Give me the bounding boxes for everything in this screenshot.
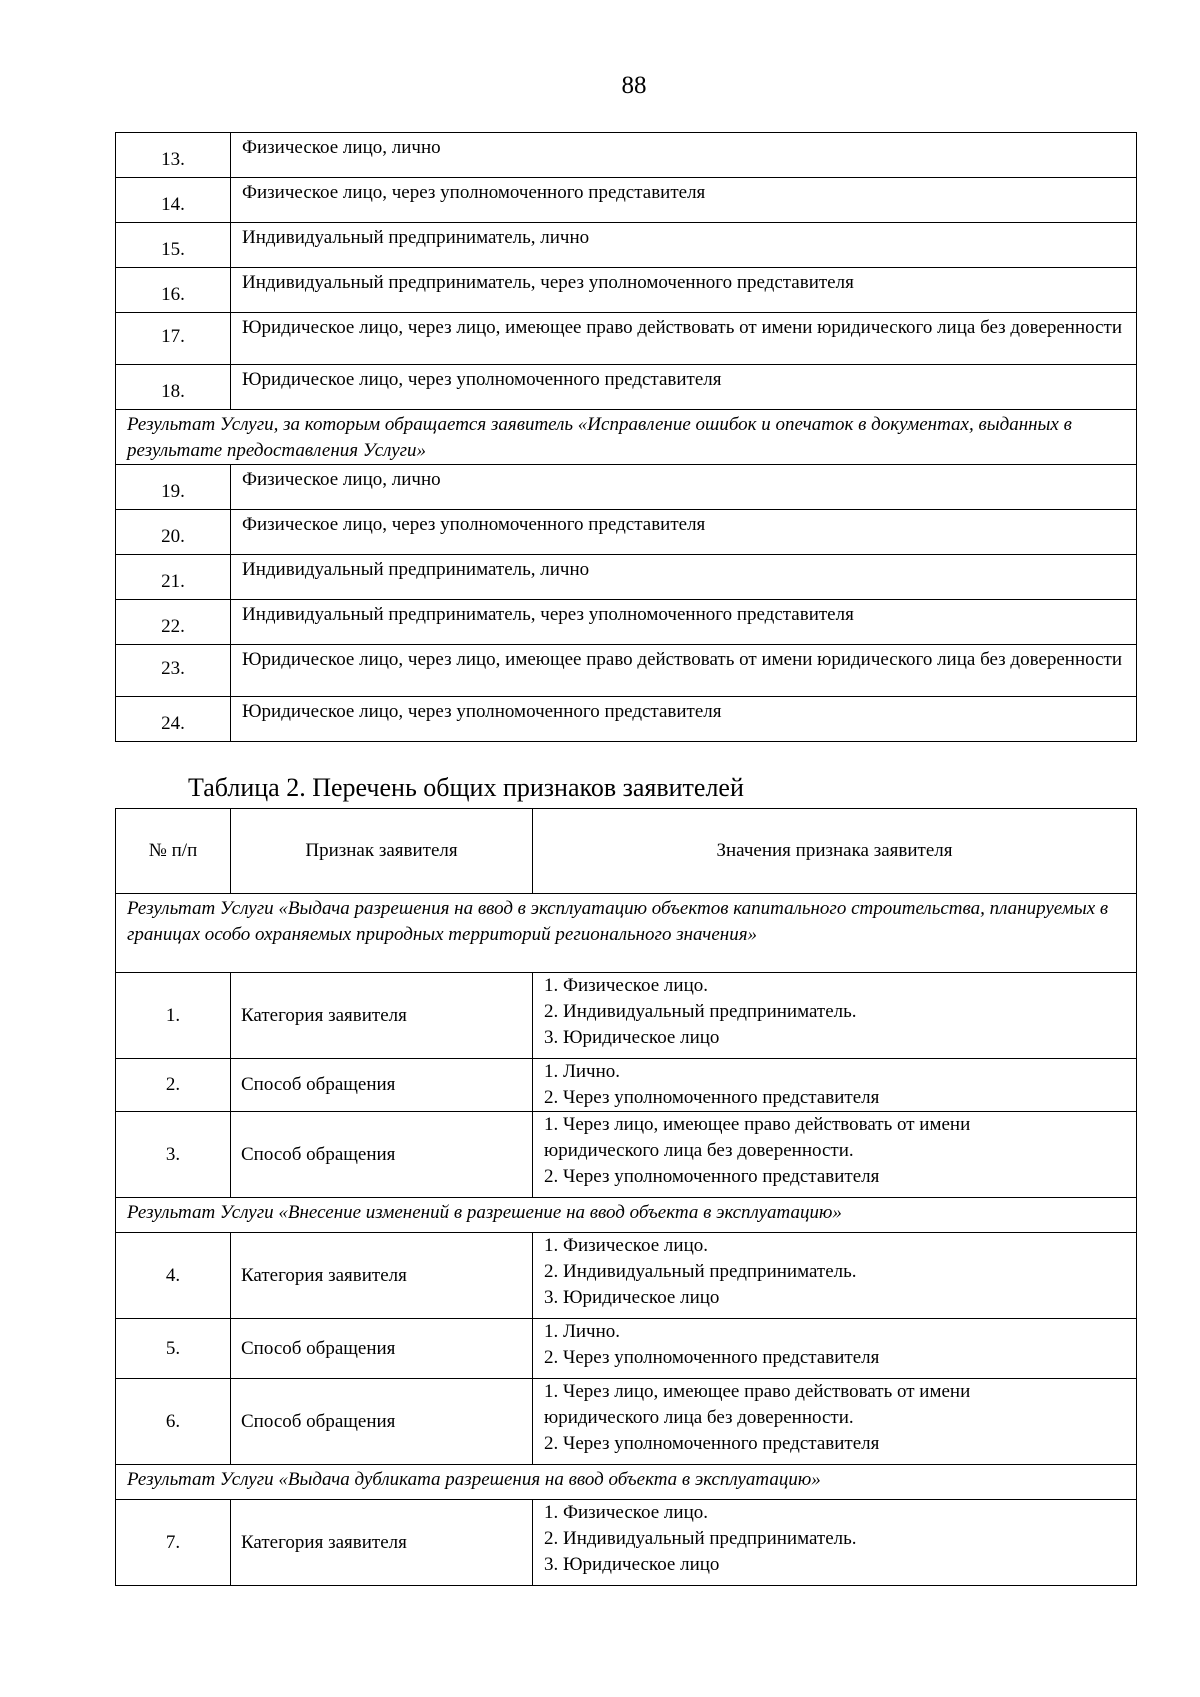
table-row	[116, 1233, 1137, 1319]
table-row	[116, 313, 1137, 365]
row-feature: Категория заявителя	[231, 973, 533, 1059]
row-feature: Способ обращения	[231, 1112, 533, 1198]
row-feature: Категория заявителя	[231, 1500, 533, 1586]
row-number: 21.	[116, 555, 231, 600]
table-row	[116, 697, 1137, 742]
table1-body	[116, 133, 1137, 742]
table-row	[116, 223, 1137, 268]
row-text: Юридическое лицо, через уполномоченного представителя	[231, 365, 1137, 410]
row-values	[533, 1233, 1137, 1319]
row-number: 16.	[116, 268, 231, 313]
value-line: 1. Лично.	[544, 1061, 621, 1082]
value-line: 1. Физическое лицо.	[544, 1502, 708, 1523]
table-row	[116, 365, 1137, 410]
row-text: Юридическое лицо, через лицо, имеющее право действовать от имени юридического лица без доверенности	[231, 313, 1137, 365]
value-line: 2. Через уполномоченного представителя	[544, 1087, 880, 1108]
row-number: 14.	[116, 178, 231, 223]
row-number: 24.	[116, 697, 231, 742]
row-text: Юридическое лицо, через лицо, имеющее право действовать от имени юридического лица без доверенности	[231, 645, 1137, 697]
section-heading: Результат Услуги, за которым обращается заявитель «Исправление ошибок и опечаток в документах, выданных в результате предоставления Услуги»	[116, 410, 1137, 465]
row-values	[533, 1379, 1137, 1465]
page-number: 88	[621, 72, 647, 99]
row-text: Индивидуальный предприниматель, лично	[231, 223, 1137, 268]
row-number: 1.	[116, 973, 231, 1059]
header-num: № п/п	[116, 809, 231, 894]
row-values	[533, 1319, 1137, 1379]
section-row	[116, 410, 1137, 465]
header-values: Значения признака заявителя	[533, 809, 1137, 894]
value-line: 3. Юридическое лицо	[544, 1027, 720, 1048]
table-row	[116, 1059, 1137, 1112]
row-text: Физическое лицо, через уполномоченного представителя	[231, 178, 1137, 223]
table-row	[116, 645, 1137, 697]
value-line: 1. Физическое лицо.	[544, 975, 708, 996]
row-number: 3.	[116, 1112, 231, 1198]
value-line: 1. Через лицо, имеющее право действовать от имени	[544, 1381, 971, 1402]
header-feature: Признак заявителя	[231, 809, 533, 894]
header-row	[116, 809, 1137, 894]
value-line: юридического лица без доверенности.	[544, 1407, 854, 1428]
table2-caption: Таблица 2. Перечень общих признаков заявителей	[188, 773, 744, 802]
table-row	[116, 555, 1137, 600]
row-number: 4.	[116, 1233, 231, 1319]
row-text: Индивидуальный предприниматель, через уполномоченного представителя	[231, 268, 1137, 313]
row-number: 15.	[116, 223, 231, 268]
section-heading: Результат Услуги «Выдача разрешения на ввод в эксплуатацию объектов капитального строительства, планируемых в границах особо охраняемых природных территорий регионального значения»	[116, 894, 1137, 973]
table-row	[116, 1500, 1137, 1586]
row-text: Индивидуальный предприниматель, лично	[231, 555, 1137, 600]
value-line: 1. Физическое лицо.	[544, 1235, 708, 1256]
section-heading: Результат Услуги «Выдача дубликата разрешения на ввод объекта в эксплуатацию»	[116, 1465, 1137, 1500]
row-number: 23.	[116, 645, 231, 697]
section-heading: Результат Услуги «Внесение изменений в разрешение на ввод объекта в эксплуатацию»	[116, 1198, 1137, 1233]
row-text: Физическое лицо, лично	[231, 133, 1137, 178]
value-line: 2. Через уполномоченного представителя	[544, 1347, 880, 1368]
table-row	[116, 600, 1137, 645]
table-row	[116, 973, 1137, 1059]
row-number: 17.	[116, 313, 231, 365]
row-number: 7.	[116, 1500, 231, 1586]
table2-head	[116, 809, 1137, 894]
value-line: 1. Через лицо, имеющее право действовать от имени	[544, 1114, 971, 1135]
value-line: 2. Через уполномоченного представителя	[544, 1166, 880, 1187]
row-number: 13.	[116, 133, 231, 178]
row-number: 6.	[116, 1379, 231, 1465]
applicant-variants-table	[115, 132, 1137, 742]
row-feature: Способ обращения	[231, 1379, 533, 1465]
value-line: 3. Юридическое лицо	[544, 1554, 720, 1575]
row-feature: Способ обращения	[231, 1319, 533, 1379]
value-line: 2. Индивидуальный предприниматель.	[544, 1261, 857, 1282]
table-row	[116, 1379, 1137, 1465]
table-row	[116, 268, 1137, 313]
row-text: Индивидуальный предприниматель, через уполномоченного представителя	[231, 600, 1137, 645]
row-values	[533, 1059, 1137, 1112]
row-number: 20.	[116, 510, 231, 555]
section-row	[116, 1465, 1137, 1500]
row-number: 22.	[116, 600, 231, 645]
section-row	[116, 1198, 1137, 1233]
row-values	[533, 1500, 1137, 1586]
row-text: Юридическое лицо, через уполномоченного представителя	[231, 697, 1137, 742]
value-line: юридического лица без доверенности.	[544, 1140, 854, 1161]
table-row	[116, 465, 1137, 510]
row-feature: Способ обращения	[231, 1059, 533, 1112]
table-row	[116, 178, 1137, 223]
table-row	[116, 1112, 1137, 1198]
row-values	[533, 1112, 1137, 1198]
table2-body	[116, 894, 1137, 1586]
value-line: 2. Индивидуальный предприниматель.	[544, 1528, 857, 1549]
row-number: 5.	[116, 1319, 231, 1379]
value-line: 2. Через уполномоченного представителя	[544, 1433, 880, 1454]
value-line: 3. Юридическое лицо	[544, 1287, 720, 1308]
table-row	[116, 133, 1137, 178]
section-row	[116, 894, 1137, 973]
row-number: 19.	[116, 465, 231, 510]
row-text: Физическое лицо, лично	[231, 465, 1137, 510]
value-line: 1. Лично.	[544, 1321, 621, 1342]
row-number: 2.	[116, 1059, 231, 1112]
table-row	[116, 1319, 1137, 1379]
row-feature: Категория заявителя	[231, 1233, 533, 1319]
row-text: Физическое лицо, через уполномоченного представителя	[231, 510, 1137, 555]
row-values	[533, 973, 1137, 1059]
table-row	[116, 510, 1137, 555]
value-line: 2. Индивидуальный предприниматель.	[544, 1001, 857, 1022]
applicant-features-table	[115, 808, 1137, 1586]
row-number: 18.	[116, 365, 231, 410]
